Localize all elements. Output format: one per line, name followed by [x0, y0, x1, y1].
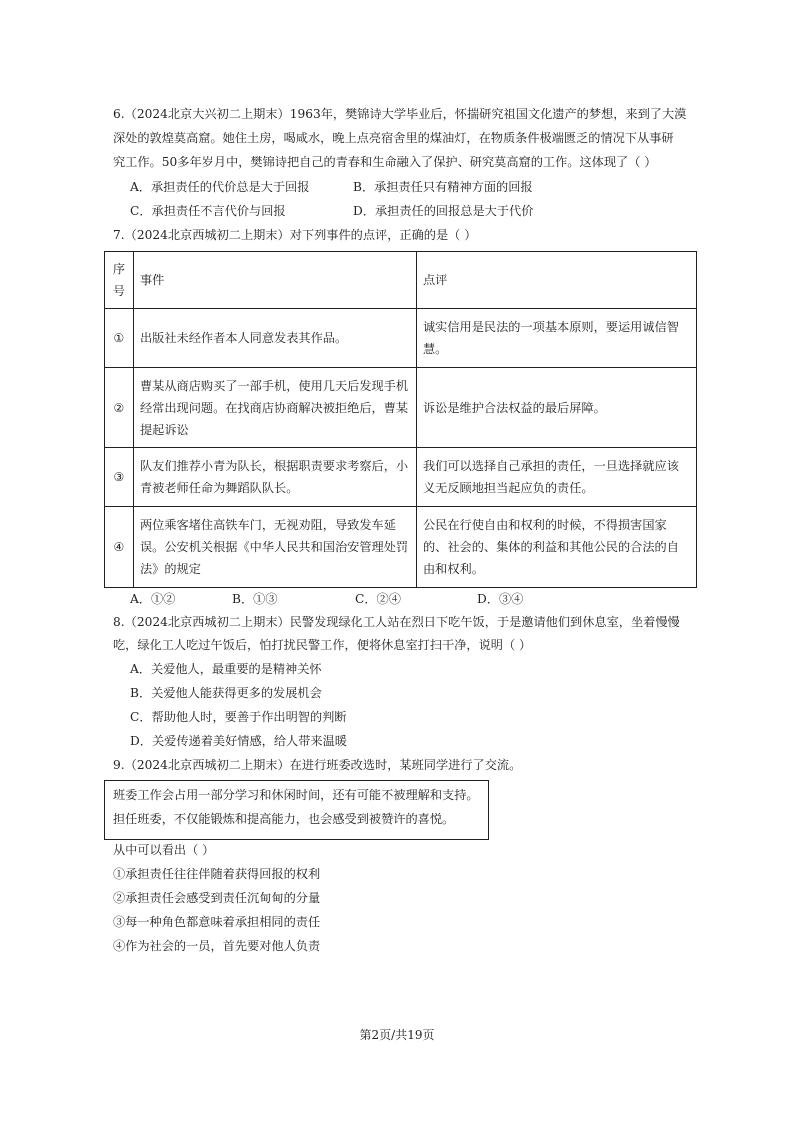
q9-item-4: ④作为社会的一员，首先要对他人负责 — [113, 939, 321, 953]
q6-stem-line-3: 究工作。50多年岁月中，樊锦诗把自己的青春和生命融入了保护、研究莫高窟的工作。这体现了（ ） — [113, 155, 657, 169]
table-row — [105, 309, 697, 368]
q9-item-1: ①承担责任往往伴随着获得回报的权利 — [113, 867, 321, 881]
table-row — [105, 507, 697, 588]
header-num: 序号 — [105, 252, 134, 309]
q6-option-c: C．承担责任不言代价与回报 — [130, 204, 286, 218]
row-comment: 我们可以选择自己承担的责任，一旦选择就应该义无反顾地担当起应负的责任。 — [417, 448, 697, 507]
table-row — [105, 368, 697, 448]
q6-option-b: B．承担责任只有精神方面的回报 — [353, 180, 533, 194]
q7-option-b: B．①③ — [232, 592, 278, 606]
row-num: ① — [105, 309, 134, 368]
q9-item-3: ③每一种角色都意味着承担相同的责任 — [113, 915, 321, 929]
row-comment: 诉讼是维护合法权益的最后屏障。 — [417, 368, 697, 448]
q7-stem: 7.（2024北京西城初二上期末）对下列事件的点评，正确的是（ ） — [113, 228, 477, 242]
row-num: ② — [105, 368, 134, 448]
row-event: 出版社未经作者本人同意发表其作品。 — [134, 309, 417, 368]
q8-stem-line-2: 吃，绿化工人吃过午饭后，怕打扰民警工作，便将休息室打扫干净，说明（ ） — [113, 638, 532, 652]
q7-option-c: C．②④ — [355, 592, 401, 606]
q6-stem-line-2: 深处的敦煌莫高窟。她住土房，喝咸水，晚上点亮宿舍里的煤油灯，在物质条件极端匮乏的情况下从事研 — [113, 131, 674, 145]
row-event: 队友们推荐小青为队长，根据职责要求考察后，小青被老师任命为舞蹈队队长。 — [134, 448, 417, 507]
row-event: 两位乘客堵住高铁车门，无视劝阻，导致发车延误。公安机关根据《中华人民共和国治安管理处罚法》的规定 — [134, 507, 417, 588]
q9-ask: 从中可以看出（ ） — [113, 843, 215, 857]
row-comment: 公民在行使自由和权利的时候，不得损害国家的、社会的、集体的利益和其他公民的合法的自由和权利。 — [417, 507, 697, 588]
q9-item-2: ②承担责任会感受到责任沉甸甸的分量 — [113, 891, 321, 905]
row-comment: 诚实信用是民法的一项基本原则，要运用诚信智慧。 — [417, 309, 697, 368]
q9-stem: 9.（2024北京西城初二上期末）在进行班委改选时，某班同学进行了交流。 — [113, 758, 522, 772]
q8-option-c: C．帮助他人时，要善于作出明智的判断 — [130, 710, 347, 724]
table-header-row — [105, 252, 697, 309]
row-num: ③ — [105, 448, 134, 507]
q8-stem-line-1: 8.（2024北京西城初二上期末）民警发现绿化工人站在烈日下吃午饭，于是邀请他们到休息室，坐着慢慢 — [113, 615, 680, 629]
page-number: 第2页/共19页 — [359, 1028, 435, 1042]
header-comment: 点评 — [417, 252, 697, 309]
dialogue-line-1: 班委工作会占用一部分学习和休闲时间，还有可能不被理解和支持。 — [113, 788, 479, 802]
q7-option-a: A．①② — [130, 592, 176, 606]
q6-option-d: D．承担责任的回报总是大于代价 — [353, 204, 534, 218]
row-num: ④ — [105, 507, 134, 588]
table-row — [105, 448, 697, 507]
header-event: 事件 — [134, 252, 417, 309]
q8-option-d: D．关爱传递着美好情感，给人带来温暖 — [130, 734, 347, 748]
dialogue-line-2: 担任班委，不仅能锻炼和提高能力，也会感受到被赞许的喜悦。 — [113, 812, 455, 826]
events-table — [104, 251, 697, 588]
q7-option-d: D．③④ — [477, 592, 524, 606]
dialogue-box — [104, 780, 489, 840]
q8-option-b: B．关爱他人能获得更多的发展机会 — [130, 686, 322, 700]
q6-option-a: A．承担责任的代价总是大于回报 — [130, 180, 310, 194]
row-event: 曹某从商店购买了一部手机，使用几天后发现手机经常出现问题。在找商店协商解决被拒绝后，曹某提起诉讼 — [134, 368, 417, 448]
q6-stem-line-1: 6.（2024北京大兴初二上期末）1963年，樊锦诗大学毕业后，怀揣研究祖国文化遗产的梦想，来到了大漠 — [113, 107, 687, 121]
q8-option-a: A．关爱他人，最重要的是精神关怀 — [130, 662, 322, 676]
